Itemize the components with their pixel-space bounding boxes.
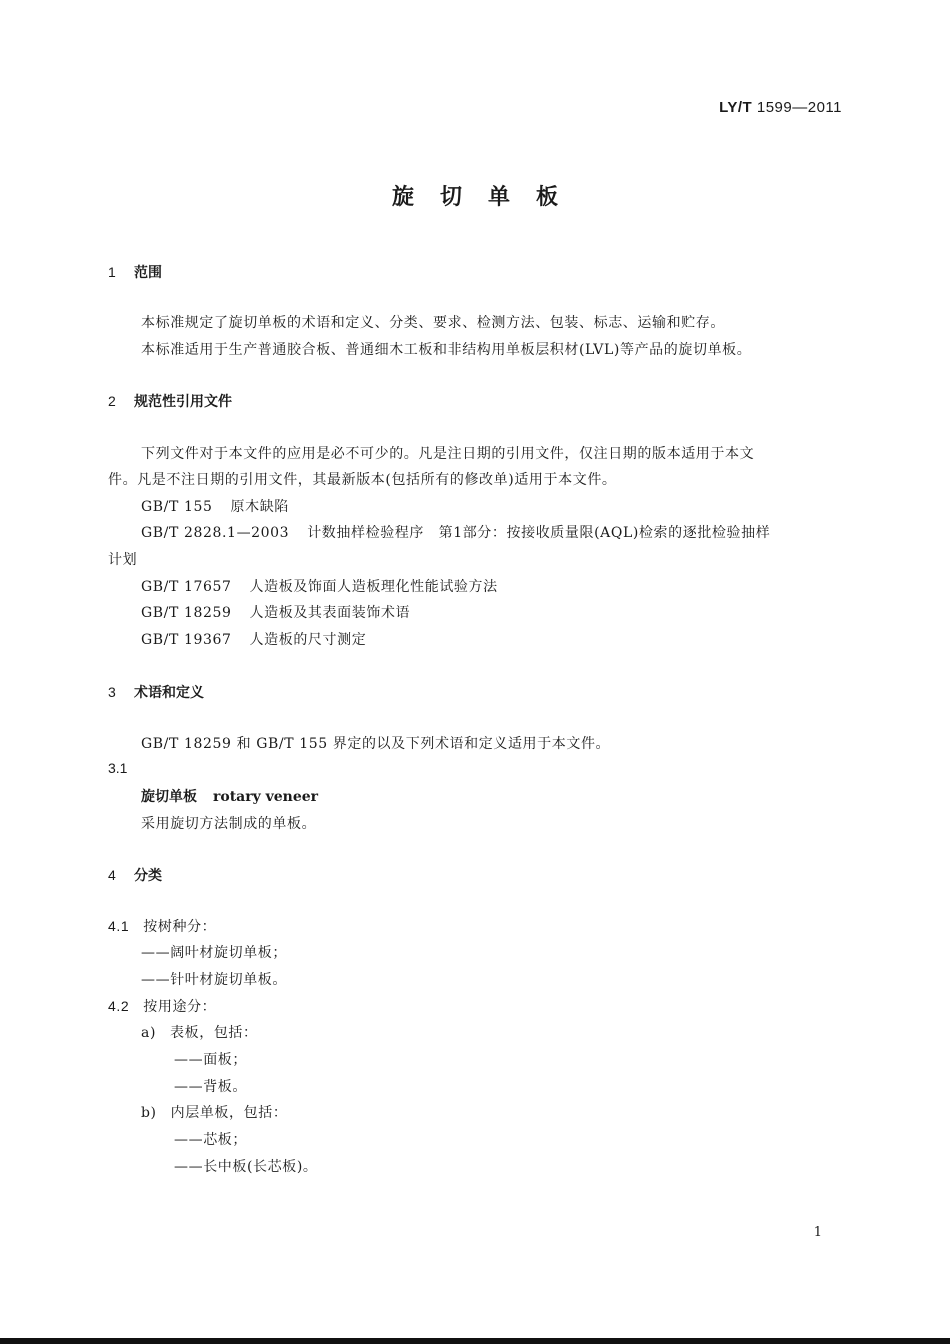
section-1-heading: 1 范围 [108, 264, 162, 281]
bottom-border [0, 1338, 950, 1344]
list-item: ——长中板(长芯板)。 [174, 1159, 318, 1175]
list-item: ——针叶材旋切单板。 [141, 972, 287, 988]
clause-4-2: 4.2 按用途分： [108, 998, 217, 1015]
section-3-heading: 3 术语和定义 [108, 684, 204, 701]
section-3-intro: GB/T 18259 和 GB/T 155 界定的以及下列术语和定义适用于本文件。 [141, 736, 611, 752]
list-item: ——芯板； [174, 1132, 247, 1148]
section-2-intro-line-2: 件。凡是不注日期的引用文件，其最新版本(包括所有的修改单)适用于本文件。 [108, 472, 617, 488]
standard-number: 1599—2011 [756, 99, 842, 116]
term-entry [141, 786, 318, 806]
section-1-paragraph-2: 本标准适用于生产普通胶合板、普通细木工板和非结构用单板层积材(LVL)等产品的旋切单板。 [141, 342, 752, 358]
reference-item: GB/T 18259 人造板及其表面装饰术语 [141, 605, 411, 621]
reference-item: GB/T 2828.1—2003 计数抽样检验程序 第1部分：按接收质量限(AQL)检索的逐批检验抽样 [141, 525, 771, 541]
list-item-a: a) 表板，包括： [141, 1025, 258, 1041]
term-definition: 采用旋切方法制成的单板。 [141, 816, 317, 832]
document-title: 旋切单板 [391, 185, 584, 210]
reference-item: GB/T 17657 人造板及饰面人造板理化性能试验方法 [141, 579, 498, 595]
clause-4-1: 4.1 按树种分： [108, 918, 217, 935]
list-item: ——面板； [174, 1052, 247, 1068]
list-item: ——背板。 [174, 1079, 247, 1095]
list-item-b: b) 内层单板，包括： [141, 1105, 288, 1121]
section-4-heading: 4 分类 [108, 867, 162, 884]
term-chinese: 旋切单板 [141, 789, 197, 805]
section-1-paragraph-1: 本标准规定了旋切单板的术语和定义、分类、要求、检测方法、包装、标志、运输和贮存。 [141, 315, 725, 331]
reference-item: GB/T 19367 人造板的尺寸测定 [141, 632, 367, 648]
reference-item-continuation: 计划 [108, 552, 138, 568]
section-2-heading: 2 规范性引用文件 [108, 393, 232, 410]
page-number: 1 [813, 1225, 822, 1240]
list-item: ——阔叶材旋切单板； [141, 945, 287, 961]
standard-code [719, 99, 842, 116]
section-2-intro-line-1: 下列文件对于本文件的应用是必不可少的。凡是注日期的引用文件，仅注日期的版本适用于本文 [141, 446, 755, 462]
term-english: rotary veneer [213, 789, 319, 805]
standard-prefix: LY/T [719, 99, 753, 116]
reference-item: GB/T 155 原木缺陷 [141, 499, 289, 515]
subclause-number: 3.1 [108, 760, 128, 776]
